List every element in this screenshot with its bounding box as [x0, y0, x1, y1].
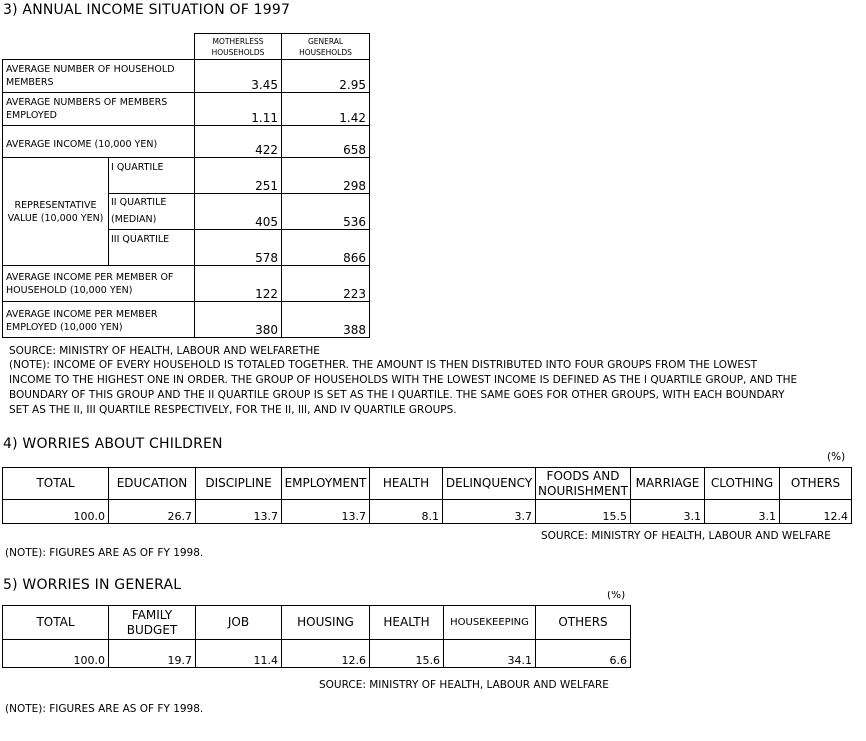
children-header-2: DISCIPLINE	[196, 468, 282, 500]
table-row	[3, 126, 370, 158]
row-label-q2: II QUARTILE (MEDIAN)	[109, 194, 195, 230]
cell-per-employed-motherless: 380	[195, 302, 282, 338]
worries-general-table	[2, 605, 631, 668]
children-header-7: MARRIAGE	[631, 468, 705, 500]
row-label-employed: AVERAGE NUMBERS OF MEMBERS EMPLOYED	[3, 93, 195, 126]
table-header-row	[3, 34, 370, 60]
cell-income-motherless: 422	[195, 126, 282, 158]
header-general: GENERAL HOUSEHOLDS	[282, 34, 370, 60]
general-header-6: OTHERS	[536, 606, 631, 640]
general-value-4: 15.6	[370, 640, 444, 668]
cell-q3-motherless: 578	[195, 230, 282, 266]
children-value-7: 3.1	[631, 500, 705, 524]
table-row	[3, 500, 852, 524]
general-header-1: FAMILY BUDGET	[109, 606, 196, 640]
section4-source: SOURCE: MINISTRY OF HEALTH, LABOUR AND WELFARE	[541, 530, 831, 542]
table-row	[3, 60, 370, 93]
cell-employed-motherless: 1.11	[195, 93, 282, 126]
table-row	[3, 302, 370, 338]
general-value-1: 19.7	[109, 640, 196, 668]
table-row	[3, 640, 631, 668]
general-value-5: 34.1	[444, 640, 536, 668]
table-row	[3, 266, 370, 302]
table-header-row	[3, 606, 631, 640]
header-motherless: MOTHERLESS HOUSEHOLDS	[195, 34, 282, 60]
row-label-representative: REPRESENTATIVE VALUE (10,000 YEN)	[3, 158, 109, 266]
section5-title: 5) WORRIES IN GENERAL	[3, 577, 182, 593]
children-header-5: DELINQUENCY	[443, 468, 536, 500]
children-header-6: FOODS AND NOURISHMENT	[536, 468, 631, 500]
cell-q2-motherless: 405	[195, 194, 282, 230]
row-label-q1: I QUARTILE	[109, 158, 195, 194]
section3-note: (NOTE): INCOME OF EVERY HOUSEHOLD IS TOTALED TOGETHER. THE AMOUNT IS THEN DISTRIBUTED INTO FOUR GROUPS FROM THE LOWEST INCOME TO THE HIGHEST ONE IN ORDER. THE GROUP OF HOUSEHOLDS WITH THE LOWEST INCOME IS DEFINED AS THE I QUARTILE GROUP, AND THE BOUNDARY OF THIS GROUP AND THE II QUARTILE GROUP IS SET AS THE I QUARTILE. THE SAME GOES FOR OTHER GROUPS, WITH EACH BOUNDARY SET AS THE II, III QUARTILE RESPECTIVELY, FOR THE II, III, AND IV QUARTILE GROUPS.	[9, 359, 798, 416]
cell-per-member-motherless: 122	[195, 266, 282, 302]
section5-note: (NOTE): FIGURES ARE AS OF FY 1998.	[5, 703, 204, 715]
general-value-2: 11.4	[196, 640, 282, 668]
row-label-q3: III QUARTILE	[109, 230, 195, 266]
general-header-2: JOB	[196, 606, 282, 640]
children-value-2: 13.7	[196, 500, 282, 524]
cell-income-general: 658	[282, 126, 370, 158]
general-header-0: TOTAL	[3, 606, 109, 640]
section3-title: 3) ANNUAL INCOME SITUATION OF 1997	[3, 2, 291, 18]
table-header-row	[3, 468, 852, 500]
section5-unit: (%)	[607, 591, 626, 600]
row-label-members: AVERAGE NUMBER OF HOUSEHOLD MEMBERS	[3, 60, 195, 93]
general-header-3: HOUSING	[282, 606, 370, 640]
cell-q2-general: 536	[282, 194, 370, 230]
children-header-1: EDUCATION	[109, 468, 196, 500]
row-label-per-employed: AVERAGE INCOME PER MEMBER EMPLOYED (10,000 YEN)	[3, 302, 195, 338]
row-label-income: AVERAGE INCOME (10,000 YEN)	[3, 126, 195, 158]
children-value-5: 3.7	[443, 500, 536, 524]
children-value-3: 13.7	[282, 500, 370, 524]
annual-income-table	[2, 33, 370, 338]
children-header-4: HEALTH	[370, 468, 443, 500]
children-value-8: 3.1	[705, 500, 780, 524]
general-value-6: 6.6	[536, 640, 631, 668]
children-value-0: 100.0	[3, 500, 109, 524]
cell-per-employed-general: 388	[282, 302, 370, 338]
children-header-8: CLOTHING	[705, 468, 780, 500]
row-label-per-member: AVERAGE INCOME PER MEMBER OF HOUSEHOLD (10,000 YEN)	[3, 266, 195, 302]
children-value-4: 8.1	[370, 500, 443, 524]
section4-note: (NOTE): FIGURES ARE AS OF FY 1998.	[5, 547, 204, 559]
cell-q3-general: 866	[282, 230, 370, 266]
cell-q1-motherless: 251	[195, 158, 282, 194]
worries-children-table	[2, 467, 852, 524]
section4-title: 4) WORRIES ABOUT CHILDREN	[3, 436, 223, 452]
children-header-9: OTHERS	[780, 468, 852, 500]
general-value-0: 100.0	[3, 640, 109, 668]
general-value-3: 12.6	[282, 640, 370, 668]
section5-source: SOURCE: MINISTRY OF HEALTH, LABOUR AND WELFARE	[319, 679, 609, 691]
children-header-3: EMPLOYMENT	[282, 468, 370, 500]
general-header-5: HOUSEKEEPING	[444, 606, 536, 640]
section4-unit: (%)	[827, 451, 846, 463]
cell-q1-general: 298	[282, 158, 370, 194]
cell-employed-general: 1.42	[282, 93, 370, 126]
table-row	[3, 93, 370, 126]
children-header-0: TOTAL	[3, 468, 109, 500]
cell-members-motherless: 3.45	[195, 60, 282, 93]
general-header-4: HEALTH	[370, 606, 444, 640]
children-value-9: 12.4	[780, 500, 852, 524]
table-row	[3, 158, 370, 194]
cell-members-general: 2.95	[282, 60, 370, 93]
children-value-6: 15.5	[536, 500, 631, 524]
section3-source: SOURCE: MINISTRY OF HEALTH, LABOUR AND WELFARETHE	[9, 345, 320, 357]
cell-per-member-general: 223	[282, 266, 370, 302]
children-value-1: 26.7	[109, 500, 196, 524]
